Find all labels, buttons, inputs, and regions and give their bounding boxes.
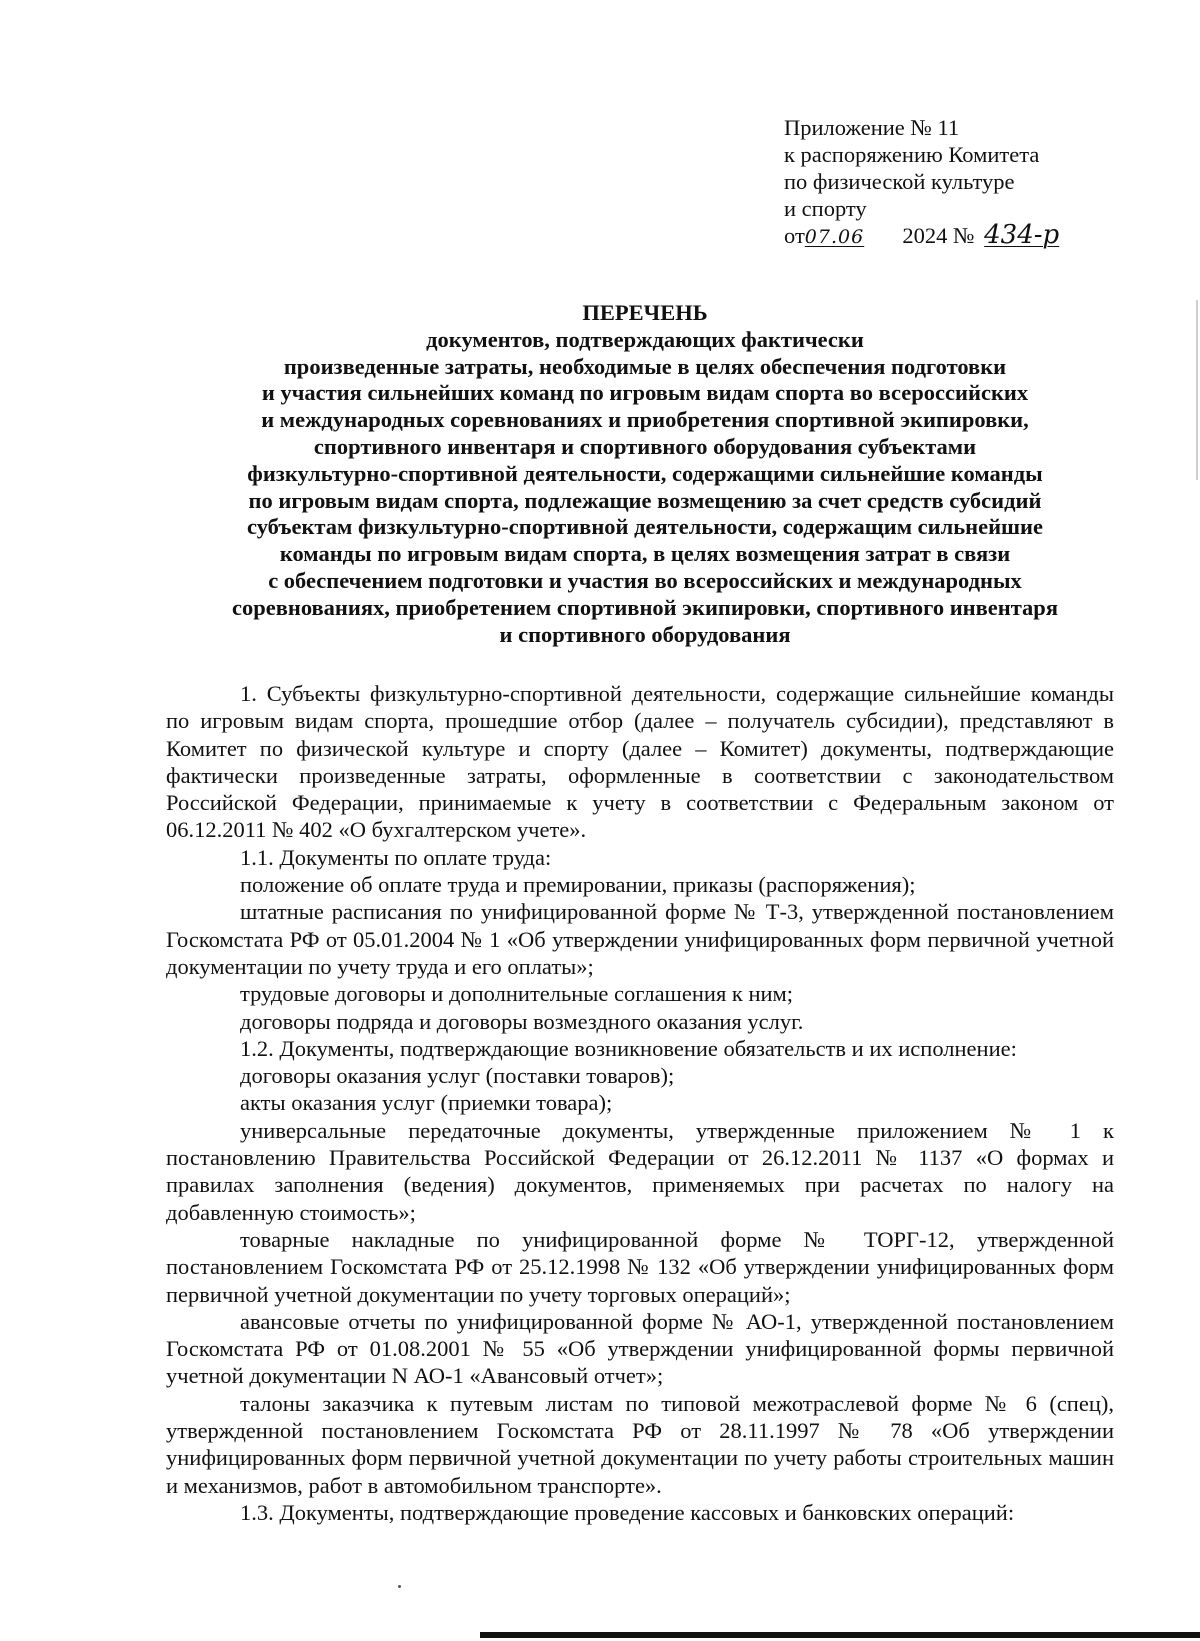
list-item: трудовые договоры и дополнительные соглашения к ним; xyxy=(240,981,794,1007)
paragraph-1-3: 1.3. Документы, подтверждающие проведение кассовых и банковских операций: xyxy=(240,1499,1015,1525)
appendix-order-ref: к распоряжению Комитета xyxy=(784,142,1040,167)
document-body xyxy=(166,680,1114,1526)
title-line: соревнованиях, приобретением спортивной экипировки, спортивного инвентаря xyxy=(231,594,1058,620)
list-item: договоры оказания услуг (поставки товаров); xyxy=(240,1063,675,1089)
scan-speck xyxy=(398,1585,401,1588)
list-item: товарные накладные по унифицированной форме № ТОРГ-12, утвержденной постановлением Госкомстата РФ от 25.12.1998 № 132 «Об утверждении унифицированных форм первичной учетной документации по учету торговых операций»; xyxy=(166,1226,1114,1307)
title-line: и международных соревнованиях и приобретения спортивной экипировки, xyxy=(261,407,1029,433)
title-line: спортивного инвентаря и спортивного оборудования субъектами xyxy=(313,433,977,459)
list-item: штатные расписания по унифицированной форме № Т-3, утвержденной постановлением Госкомстата РФ от 05.01.2004 № 1 «Об утверждении унифицированных форм первичной учетной документации по учету труда и его оплаты»; xyxy=(166,899,1114,979)
title-line: документов, подтверждающих фактически xyxy=(426,326,864,352)
paragraph-1-2: 1.2. Документы, подтверждающие возникновение обязательств и их исполнение: xyxy=(240,1035,1017,1061)
title-line: с обеспечением подготовки и участия во всероссийских и международных xyxy=(268,567,1022,593)
title-line: и спортивного оборудования xyxy=(499,621,791,647)
appendix-date-line xyxy=(784,222,1144,251)
appendix-sport-line: и спорту xyxy=(784,196,867,221)
title-line: физкультурно-спортивной деятельности, содержащими сильнейшие команды xyxy=(247,460,1043,486)
date-year: 2024 № xyxy=(902,223,975,248)
document-title xyxy=(180,300,1110,648)
handwritten-order-number: 434-р xyxy=(984,220,1060,250)
title-line: по игровым видам спорта, подлежащие возмещению за счет средств субсидий xyxy=(248,487,1042,513)
title-heading: ПЕРЕЧЕНЬ xyxy=(582,300,708,325)
appendix-number: Приложение № 11 xyxy=(784,115,960,140)
title-line: команды по игровым видам спорта, в целях возмещения затрат в связи xyxy=(279,541,1011,567)
list-item: положение об оплате труда и премировании, приказы (распоряжения); xyxy=(240,872,916,898)
list-item: авансовые отчеты по унифицированной форме № АО-1, утвержденной постановлением Госкомстата РФ от 01.08.2001 № 55 «Об утверждении унифицированной формы первичной учетной документации N АО-1 «Авансовый отчет»; xyxy=(166,1308,1114,1389)
paragraph-1-1: 1.1. Документы по оплате труда: xyxy=(240,844,552,870)
title-line: и участия сильнейших команд по игровым видам спорта во всероссийских xyxy=(261,380,1029,406)
date-prefix: от xyxy=(784,223,805,248)
title-line: произведенные затраты, необходимые в целях обеспечения подготовки xyxy=(283,353,1007,379)
scan-edge-line xyxy=(1196,300,1198,480)
approval-stamp-block xyxy=(784,114,1144,251)
list-item: универсальные передаточные документы, утвержденные приложением № 1 к постановлению Правительства Российской Федерации от 26.12.2011 № 1137 «О формах и правилах заполнения (ведения) документов, применяемых при расчетах по налогу на добавленную стоимость»; xyxy=(166,1117,1114,1225)
scan-bottom-edge xyxy=(480,1632,1200,1638)
list-item: акты оказания услуг (приемки товара); xyxy=(240,1090,613,1116)
list-item: договоры подряда и договоры возмездного оказания услуг. xyxy=(240,1008,804,1034)
handwritten-date: 07.06 xyxy=(804,226,865,248)
list-item: талоны заказчика к путевым листам по типовой межотраслевой форме № 6 (спец), утвержденной постановлением Госкомстата РФ от 28.11.1997 № 78 «Об утверждении унифицированных форм первичной учетной документации по учету работы строительных машин и механизмов, работ в автомобильном транспорте». xyxy=(166,1390,1114,1498)
title-line: субъектам физкультурно-спортивной деятельности, содержащим сильнейшие xyxy=(247,514,1043,540)
appendix-committee-line: по физической культуре xyxy=(784,169,1015,194)
paragraph-1: 1. Субъекты физкультурно-спортивной деятельности, содержащие сильнейшие команды по игровым видам спорта, прошедшие отбор (далее – получатель субсидии), представляют в Комитет по физической культуре и спорту (далее – Комитет) документы, подтверждающие фактически произведенные затраты, оформленные в соответствии с законодательством Российской Федерации, принимаемые к учету в соответствии с Федеральным законом от 06.12.2011 № 402 «О бухгалтерском учете». xyxy=(166,681,1114,843)
